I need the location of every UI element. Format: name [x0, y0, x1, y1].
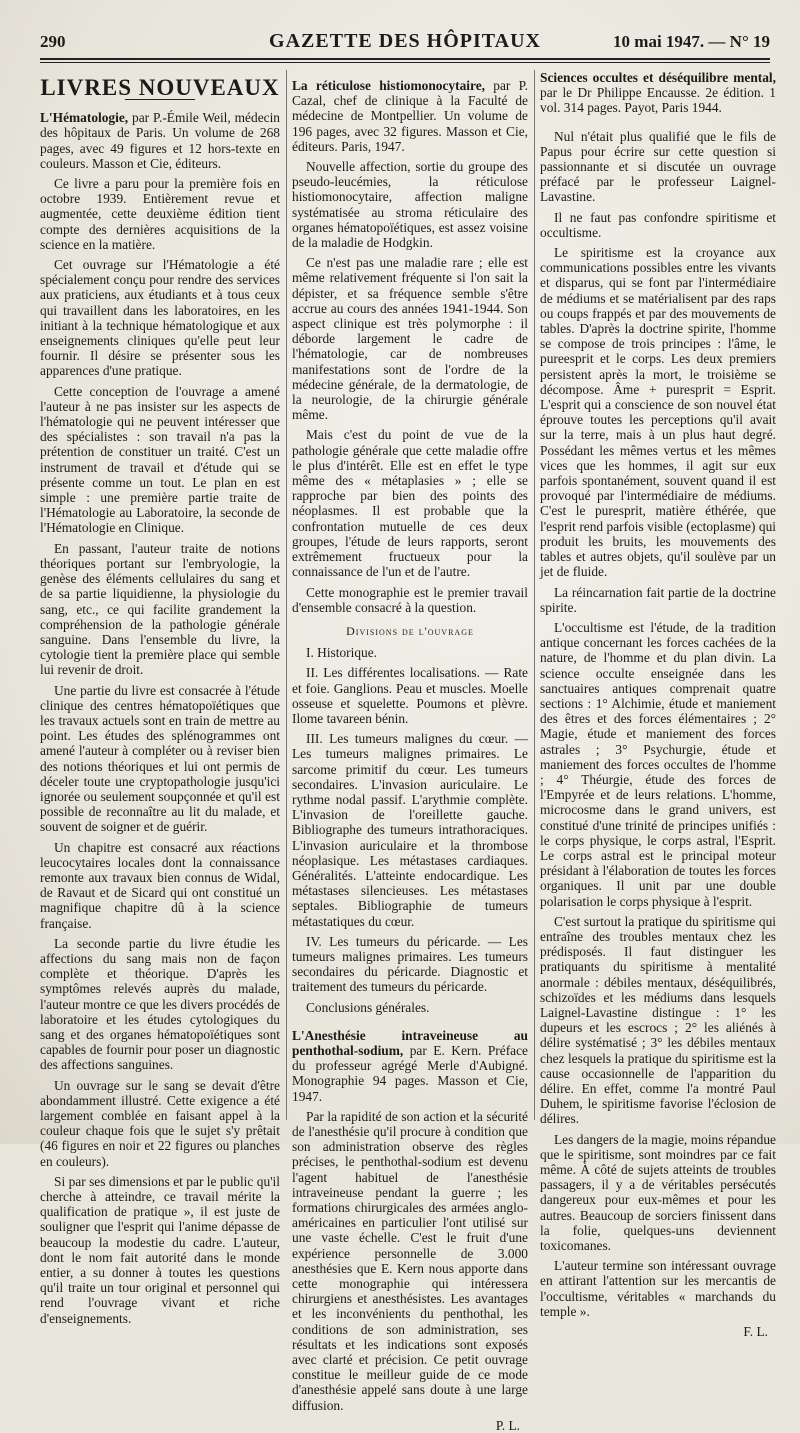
review-paragraph: Cette conception de l'ouvrage a amené l'auteur à ne pas insister sur les aspects de l'hématologie qui ne peuvent intéresser que des spécialistes : son travail n'a pas la prétention de constituer un traité. C'est un instrument de travail et d'étude qui se présente comme un tout. Le plan en est simple : une première partie traite de l'Hématologie au Laboratoire, la seconde de l'Hématologie en Clinique.	[40, 383, 280, 536]
review-paragraph: Par la rapidité de son action et la sécurité de l'anesthésie qu'il procure à condition que son administration observe des règles précises, le penthothal-sodium est devenu l'agent habituel de l'anesthésie intraveineuse pendant la guerre ; les formations chirurgicales des armées anglo-américaines en particulier l'ont utilisé sur une vaste échelle. C'est le fruit d'une expérience personnelle de 3.000 anesthésies que E. Kern nous apporte dans cette monographie qui intéressera chirurgiens et anesthésistes. Les avantages et les inconvénients du penthothal, les conditions de son administration, ses résultats et les indications sont exposés avec clarté et précision. Ce petit ouvrage constitue le meilleur guide de ce mode d'anesthésie appelé sans doute à une large diffusion.	[292, 1108, 528, 1413]
column-1	[40, 70, 280, 1326]
book-details: par le Dr Philippe Encausse. 2e édition. 1 vol. 314 pages. Payot, Paris 1944.	[540, 85, 776, 116]
review-paragraph: L'occultisme est l'étude, de la tradition antique concernant les forces cachées de la nature, de l'homme et du plan divin. La science occulte enseignée dans les sanctuaires antiques comprenait quatre sections : 1° Alchimie, étude et maniement des êtres et des forces élémentaires ; 2° Magie, étude et maniement des forces astrales ; 3° Psychurgie, étude et maniement des forces occultes de l'homme ; 4° Théurgie, étude des forces de l'Empyrée et de leurs relations. L'homme, microcosme dans le grand univers, est constitué d'une trinité de principes unifiés : le corps physique, le corps astral, l'Esprit. Le corps astral est le principal moteur présidant à l'élaboration de toutes les forces organiques. Il unit par une double polarisation le corps physique à l'esprit.	[540, 619, 776, 909]
review-citation	[40, 110, 280, 171]
reviewer-initials: P. L.	[495, 1417, 520, 1433]
issue-date: 10 mai 1947. — N° 19	[613, 32, 770, 51]
column-divider	[534, 70, 535, 1120]
column-3	[540, 70, 776, 1340]
section-title: LIVRES NOUVEAUX	[40, 75, 280, 100]
review-paragraph: Ce n'est pas une maladie rare ; elle est même relativement fréquente si l'on sait la dépister, et sa fréquence semble s'être accrue au cours des années 1941-1944. Son aspect clinique est très polymorphe : il déborde largement le cadre de l'hématologie, car de nombreuses manifestations sont de l'ordre de la médecine générale, de la dermatologie, de la neurologie, de la chirurgie générale même.	[292, 255, 528, 423]
division-item: I. Historique.	[306, 645, 378, 661]
review-citation	[292, 1028, 528, 1104]
book-details: par P. Cazal, chef de clinique à la Faculté de médecine de Montpellier. Un volume de 196 pages, avec 32 figures. Masson et Cie, éditeurs. Paris, 1947.	[292, 78, 528, 154]
division-item: III. Les tumeurs malignes du cœur. — Les tumeurs malignes primaires. Le sarcome primitif du cœur. Les tumeurs secondaires. L'invasion auriculaire. Le rythme nodal passif. L'arythmie complète. L'invasion de l'oreillette gauche. Bibliographe des tumeurs intrathoraciques. L'invasion auriculaire et la thrombose néoplasique. Les métastases cardiaques. Généralités. L'atteinte endocardique. Les métastases silencieuses. Les métastases septales. Bibliographie de tumeurs métastatiques du cœur.	[292, 731, 528, 929]
review-paragraph: Nouvelle affection, sortie du groupe des pseudo-leucémies, la réticulose histiomonocytaire, affection maligne systématisée au stroma réticulaire des organes hématopoïétiques, est assez voisine de la maladie de Hodgkin.	[292, 159, 528, 251]
review-paragraph: Cet ouvrage sur l'Hématologie a été spécialement conçu pour rendre des services aux praticiens, aux étudiants et à tous ceux qui travaillent dans les laboratoires, en les initiant à la technique hématologique et aux enseignements cliniques qu'elle peut leur fournir. Il désire se présenter sous les apparences d'une pratique.	[40, 257, 280, 379]
book-details: par E. Kern. Préface du professeur agrégé Merle d'Aubigné. Monographie 94 pages. Masson et Cie, 1947.	[292, 1042, 528, 1104]
review-paragraph: Si par ses dimensions et par le public qu'il cherche à atteindre, ce travail mérite la qualification de pratique », il est juste de souligner que l'esprit qui l'anime dépasse de beaucoup la modestie du cadre. L'auteur, dont le nom fait autorité dans le monde entier, a su donner à toutes les questions qu'il traite un tour original et personnel qui rend l'ouvrage vivant et riche d'enseignements.	[40, 1173, 280, 1326]
page-number: 290	[40, 32, 66, 51]
review-paragraph: C'est surtout la pratique du spiritisme qui entraîne des troubles mentaux chez les prédisposés. Il faut distinguer les pratiquants du spiritisme à mentalité anormale : débiles mentaux, déséquilibrés, schizoïdes et les médiums dans lesquels Laignel-Lavastine distingue : 1° les dupeurs et les escrocs ; 2° les aliénés à délire systématisé ; 3° les débiles mentaux chez lesquels la pratique du spiritisme est la cause occasionnelle de l'apparition du délire. En effet, comme l'a montré Paul Duhem, le spiritisme favorise l'éclosion de délires.	[540, 913, 776, 1127]
review-paragraph: En passant, l'auteur traite de notions théoriques portant sur l'embryologie, la genèse des éléments cellulaires du sang et de sa partie liquidienne, la physiologie du sang, etc., ce qui facilite grandement la compréhension de la pathologie générale sanguine. Dans l'ensemble du livre, la cytologie tient la première place qui semble lui revenir de droit.	[40, 540, 280, 678]
header-rule-thin	[40, 62, 770, 63]
journal-title: GAZETTE DES HÔPITAUX	[269, 30, 541, 52]
divisions-heading: Divisions de l'ouvrage	[346, 623, 474, 638]
book-title: La réticulose histiomonocytaire,	[292, 78, 485, 93]
review-paragraph: Il ne faut pas confondre spiritisme et occultisme.	[540, 209, 776, 240]
review-paragraph: Ce livre a paru pour la première fois en octobre 1939. Entièrement revue et augmentée, cette deuxième édition tient compte des dernières acquisitions de la science en la matière.	[40, 176, 280, 252]
division-item: II. Les différentes localisations. — Rate et foie. Ganglions. Peau et muscles. Moelle osseuse et squelette. Poumons et plèvre. Ilome tavareen bénin.	[292, 665, 528, 726]
review-paragraph: Mais c'est du point de vue de la pathologie générale que cette maladie offre le plus d'intérêt. Elle est en effet le type même des « métaplasies » ; elle se rapproche par bien des points des néoplasmes. Il est probable que la confrontation mutuelle de ces deux groupes, l'étude de leurs rapports, seront extrêmement fructueux pour la connaissance de l'un et de l'autre.	[292, 427, 528, 580]
column-2	[292, 70, 528, 1433]
review-paragraph: Nul n'était plus qualifié que le fils de Papus pour écrire sur cette question si passionnante et si discutée un ouvrage préfacé par le professeur Laignel-Lavastine.	[540, 128, 776, 205]
review-paragraph: Une partie du livre est consacrée à l'étude clinique des centres hématopoïétiques que les travaux actuels sont en train de mettre au point. Les études des splénogrammes ont amené l'auteur à compléter ou à reviser bien des notions théoriques et lui ont permis de déceler toute une cryptopathologie jusqu'ici ignorée ou seulement soupçonnée et qu'il est possible de reconnaître au lit du malade, et souvent de soigner et de guérir.	[40, 682, 280, 835]
review-paragraph: Un chapitre est consacré aux réactions leucocytaires locales dont la connaissance remonte aux travaux bien connus de Widal, de Ravaut et de Sicard qui ont constitué un magnifique chapitre dû à la science française.	[40, 839, 280, 931]
review-paragraph: Les dangers de la magie, moins répandue que le spiritisme, sont moindres par ce fait même. À côté de sujets atteints de troubles passagers, il y a de véritables persécutés dangereux pour eux-mêmes et pour les autres. Beaucoup de sorciers finissent dans la folie, quelques-uns deviennent toxicomanes.	[540, 1131, 776, 1254]
review-paragraph: Cette monographie est le premier travail d'ensemble consacré à la question.	[292, 584, 528, 615]
page-header	[40, 30, 770, 64]
column-divider	[286, 70, 287, 1120]
division-item: IV. Les tumeurs du péricarde. — Les tumeurs malignes primaires. Les tumeurs secondaires du péricarde. Diagnostic et traitement des tumeurs du péricarde.	[292, 933, 528, 995]
reviewer-initials: F. L.	[743, 1324, 768, 1340]
header-rule	[40, 58, 770, 60]
book-title: Sciences occultes et déséquilibre mental,	[540, 70, 776, 85]
book-details: par P.-Émile Weil, médecin des hôpitaux de Paris. Un volume de 268 pages, avec 49 figures et 12 hors-texte en couleurs. Masson et Cie, éditeurs.	[40, 110, 280, 171]
review-paragraph: La seconde partie du livre étudie les affections du sang mais non de façon complète et théorique. D'après les symptômes relevés auprès du malade, l'auteur montre ce que les divers procédés de laboratoire et les études cytologiques du sang et des organes hématopoïétiques sont capables de fournir pour poser un diagnostic des affections sanguines.	[40, 935, 280, 1073]
review-paragraph: Le spiritisme est la croyance aux communications possibles entre les vivants et disparus, qui se font par l'intermédiaire de médiums et se matérialisent par des raps ou coups frappés et par des mouvements de tables. D'après la doctrine spirite, l'homme se compose de trois principes : l'âme, le pureesprit et le corps. Les deux premiers persistent après la mort, le troisième se décompose. Âme + puresprit = Esprit. L'esprit qui a conscience de son nouvel état éprouve toutes les perceptions qu'il avait sur la terre, mais à un plus haut degré. Possédant les mêmes vertus et les mêmes vices que les hommes, il agit sur eux parfois spontanément, souvent quand il est provoqué par l'intermédiaire de médiums. C'est le puresprit, matière éthérée, que l'esprit rend parfois visible (ectoplasme) qui produit les bruits, les mouvements des tables et autres objets, qu'il soulève par un jet de fluide.	[540, 245, 776, 580]
review-paragraph: Un ouvrage sur le sang se devait d'être abondamment illustré. Cette exigence a été largement comblée en faisant appel à la couleur chaque fois que le sujet s'y prêtait (46 figures en noir et 22 figures ou planches en couleurs).	[40, 1077, 280, 1169]
review-paragraph: La réincarnation fait partie de la doctrine spirite.	[540, 584, 776, 615]
book-title: L'Anesthésie intraveineuse au penthothal-sodium,	[292, 1027, 528, 1058]
division-item: Conclusions générales.	[306, 999, 430, 1015]
book-title: L'Hématologie,	[40, 110, 129, 126]
review-citation	[292, 78, 528, 154]
review-citation	[540, 70, 776, 116]
review-paragraph: L'auteur termine son intéressant ouvrage en attirant l'attention sur les mercantis de l'occultisme, véritables « marchands du temple ».	[540, 1258, 776, 1319]
